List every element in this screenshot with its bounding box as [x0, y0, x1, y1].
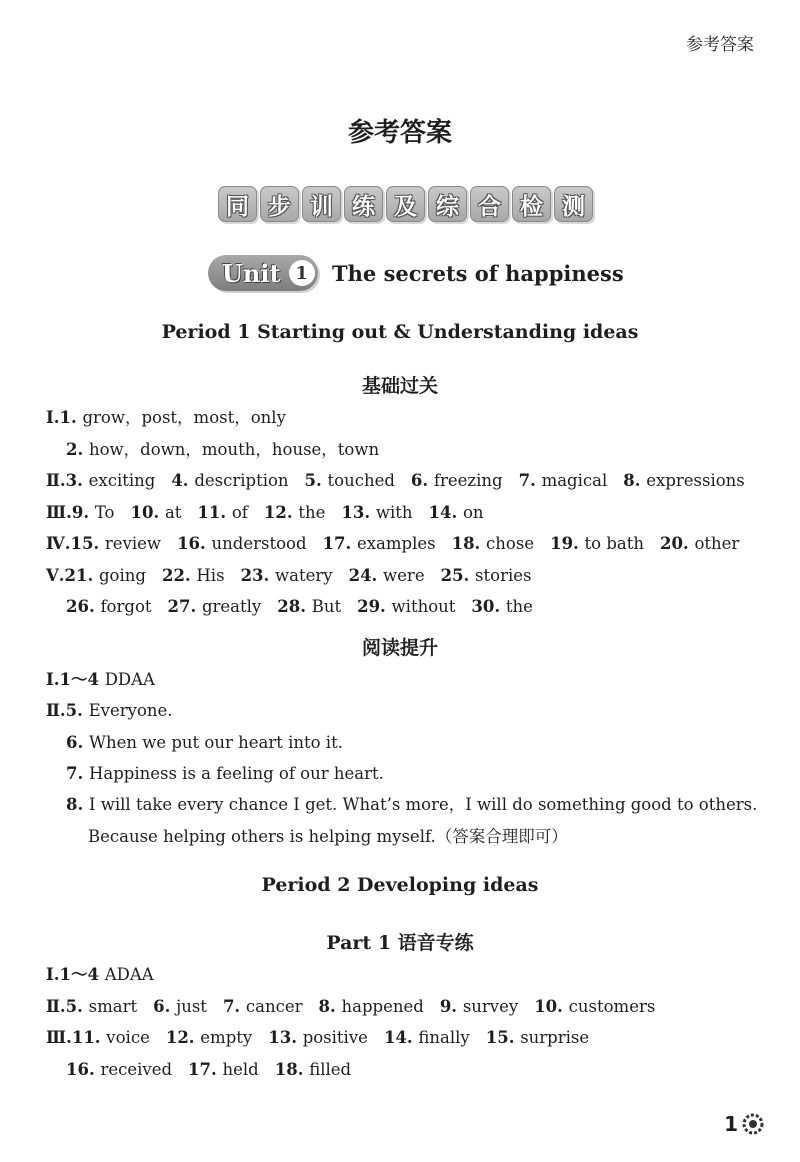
item-number: 13.: [341, 502, 376, 522]
item-number: 1～4: [59, 965, 105, 984]
item-number: 23.: [240, 565, 276, 585]
item-answer: To: [94, 502, 115, 522]
item-number: 12.: [263, 502, 299, 522]
item-number: 4.: [171, 471, 195, 490]
item-answer: filled: [309, 1059, 352, 1079]
answer-item: [65, 566, 146, 585]
answer-row: [88, 826, 584, 848]
item-answer: without: [391, 597, 456, 616]
item-number: 12.: [165, 1028, 201, 1047]
item-number: 5.: [65, 996, 89, 1016]
item-number: 6.: [410, 471, 434, 490]
answer-item: [166, 1028, 252, 1047]
item-answer: stories: [475, 565, 532, 585]
item-number: 10.: [534, 996, 569, 1016]
section-banner: [218, 186, 593, 222]
item-number: 9.: [439, 996, 463, 1016]
roman-numeral: Ⅰ.: [46, 670, 60, 689]
item-number: 1.: [59, 408, 83, 427]
answer-row: [46, 669, 171, 691]
item-answer: magical: [541, 471, 608, 490]
item-answer: empty: [200, 1028, 253, 1047]
item-answer: the: [298, 502, 326, 522]
answer-item: [168, 597, 262, 616]
page-title: 参考答案: [347, 118, 452, 148]
answer-item: [319, 997, 424, 1016]
item-answer: expressions: [646, 471, 745, 490]
answer-item: [349, 566, 425, 585]
banner-char: 测: [554, 186, 593, 222]
item-number: 8.: [318, 996, 342, 1016]
item-answer: happened: [341, 996, 424, 1016]
banner-char: 合: [470, 186, 509, 222]
answer-row: [46, 533, 755, 555]
item-number: 10.: [130, 502, 165, 522]
answer-item: [131, 503, 182, 522]
answer-row: [66, 1059, 367, 1081]
answer-row: [46, 470, 761, 492]
item-number: 13.: [268, 1028, 303, 1047]
banner-char: 练: [344, 186, 383, 222]
item-answer: surprise: [520, 1028, 590, 1047]
answer-item: [660, 534, 739, 553]
item-answer: review: [104, 534, 162, 553]
item-answer: how，down，mouth，house，town: [88, 439, 380, 459]
item-answer: chose: [486, 534, 535, 553]
answer-item: [188, 1060, 259, 1079]
item-number: 6.: [153, 996, 177, 1016]
item-number: 5.: [65, 701, 89, 721]
item-answer: touched: [327, 471, 395, 490]
roman-numeral: Ⅰ.: [46, 408, 60, 427]
item-answer: on: [462, 502, 484, 522]
item-answer: watery: [275, 565, 333, 585]
item-number: 19.: [550, 534, 585, 553]
item-number: 8.: [623, 471, 647, 490]
item-answer: smart: [88, 996, 138, 1016]
answer-row: [66, 596, 549, 618]
item-number: 24.: [348, 565, 384, 585]
item-answer: held: [222, 1059, 259, 1079]
roman-numeral: Ⅱ.: [46, 471, 66, 490]
section-reading-title: 阅读提升: [361, 637, 438, 659]
item-number: 20.: [660, 534, 695, 553]
item-answer: understood: [211, 534, 307, 553]
answer-item: [66, 701, 173, 720]
item-number: 11.: [197, 502, 232, 522]
answer-item: [66, 440, 379, 459]
item-number: 15.: [485, 1028, 521, 1047]
item-number: 14.: [428, 502, 463, 522]
answer-item: [471, 597, 532, 616]
answer-row: [66, 794, 773, 816]
gear-icon: [742, 1113, 764, 1135]
banner-char: 步: [260, 186, 299, 222]
item-answer: of: [231, 502, 248, 522]
item-number: 28.: [277, 597, 312, 616]
item-answer: positive: [302, 1028, 368, 1047]
answer-item: [223, 997, 303, 1016]
unit-badge: [208, 255, 318, 291]
item-answer: examples: [356, 534, 436, 553]
item-number: 9.: [71, 502, 95, 522]
answer-item: [534, 997, 655, 1016]
answer-item: [277, 597, 341, 616]
answer-row: [46, 996, 671, 1018]
banner-char: 及: [386, 186, 425, 222]
item-number: 18.: [451, 534, 487, 553]
answer-row: [46, 964, 170, 986]
answer-item: [171, 471, 288, 490]
answer-item: [59, 408, 285, 427]
item-number: 27.: [167, 597, 202, 616]
answer-item: [275, 1060, 351, 1079]
answer-row: [46, 565, 547, 587]
unit-number: 1: [289, 260, 315, 286]
banner-char: 训: [302, 186, 341, 222]
item-answer: When we put our heart into it.: [88, 732, 343, 752]
answer-item: [72, 1028, 150, 1047]
item-number: 16.: [177, 534, 212, 553]
answer-row: [66, 763, 400, 785]
answer-item: [197, 503, 248, 522]
item-answer: cancer: [245, 996, 303, 1016]
item-answer: with: [375, 502, 413, 522]
item-answer: DDAA: [104, 670, 155, 689]
answer-item: [519, 471, 608, 490]
answer-item: [70, 534, 161, 553]
item-number: 7.: [518, 471, 542, 490]
item-number: 26.: [66, 597, 101, 616]
answer-item: [264, 503, 325, 522]
answer-item: [323, 534, 436, 553]
item-answer: grow，post，most，only: [82, 408, 286, 427]
item-answer: the: [505, 597, 533, 616]
answer-item: [441, 566, 532, 585]
item-answer: Everyone.: [88, 701, 173, 721]
item-answer: description: [194, 471, 289, 490]
answer-item: [486, 1028, 589, 1047]
item-number: 7.: [222, 996, 246, 1016]
answer-item: [66, 764, 384, 783]
unit-badge-label: Unit: [222, 258, 281, 288]
answer-item: [268, 1028, 368, 1047]
item-number: 5.: [304, 471, 328, 490]
item-number: 22.: [161, 565, 197, 585]
answer-item: [66, 997, 137, 1016]
answer-item: [72, 503, 115, 522]
item-number: 14.: [383, 1028, 419, 1047]
answer-item: [59, 670, 155, 689]
roman-numeral: Ⅳ.: [46, 534, 71, 553]
item-number: 11.: [71, 1028, 107, 1047]
answer-item: [66, 471, 156, 490]
roman-numeral: Ⅲ.: [46, 502, 72, 522]
answer-item: [66, 795, 757, 814]
item-number: 15.: [70, 534, 105, 553]
item-number: 3.: [65, 471, 89, 490]
answer-item: [305, 471, 395, 490]
answer-item: [440, 997, 518, 1016]
answer-item: [88, 827, 568, 846]
banner-char: 综: [428, 186, 467, 222]
page-number: [724, 1112, 764, 1136]
item-number: 18.: [274, 1059, 310, 1079]
period2-title: Period 2 Developing ideas: [261, 874, 539, 896]
item-answer: other: [694, 534, 740, 553]
unit-title: The secrets of happiness: [332, 260, 624, 286]
item-answer: I will take every chance I get. What’s more，I will do something good to others.: [88, 795, 758, 815]
roman-numeral: Ⅲ.: [46, 1028, 72, 1047]
answer-row: [46, 700, 189, 722]
item-answer: His: [196, 565, 225, 585]
answer-item: [357, 597, 455, 616]
item-number: 8.: [66, 795, 89, 815]
answer-row: [46, 502, 500, 524]
item-answer: finally: [418, 1028, 470, 1047]
item-answer: greatly: [201, 597, 262, 616]
answer-item: [66, 733, 343, 752]
answer-item: [341, 503, 412, 522]
answer-item: [177, 534, 306, 553]
answer-row: [46, 407, 302, 429]
section-basic-title: 基础过关: [361, 375, 438, 397]
item-number: 25.: [440, 565, 476, 585]
item-number: 17.: [322, 534, 357, 553]
item-number: 6.: [66, 732, 89, 752]
roman-numeral: Ⅴ.: [46, 565, 65, 585]
banner-char: 检: [512, 186, 551, 222]
answer-item: [384, 1028, 470, 1047]
item-answer: freezing: [433, 471, 503, 490]
item-number: 17.: [188, 1059, 223, 1079]
item-answer: customers: [568, 996, 656, 1016]
answer-item: [241, 566, 333, 585]
banner-char: 同: [218, 186, 257, 222]
item-number: 2.: [66, 439, 89, 459]
item-number: 30.: [471, 597, 506, 616]
roman-numeral: Ⅱ.: [46, 701, 66, 721]
period1-title: Period 1 Starting out & Understanding ideas: [161, 321, 639, 343]
item-answer: survey: [462, 996, 519, 1016]
running-header: 参考答案: [686, 35, 754, 55]
answer-item: [411, 471, 503, 490]
item-answer: going: [99, 565, 146, 585]
item-answer: Happiness is a feeling of our heart.: [88, 763, 384, 783]
part1-title: Part 1 语音专练: [326, 932, 474, 954]
answer-item: [550, 534, 644, 553]
answer-item: [429, 503, 484, 522]
item-answer: But: [311, 597, 342, 616]
item-answer: ADAA: [104, 965, 154, 984]
item-answer: were: [383, 565, 425, 585]
answer-item: [153, 997, 207, 1016]
item-answer: at: [164, 502, 182, 522]
answer-item: [452, 534, 535, 553]
item-number: 1～4: [59, 670, 105, 689]
answer-row: [66, 732, 359, 754]
answer-item: [66, 1060, 172, 1079]
answer-row: [46, 1027, 605, 1049]
answer-row: [66, 439, 395, 461]
unit-heading: [208, 255, 624, 291]
item-number: 7.: [66, 763, 89, 783]
page-number-text: 1: [724, 1112, 738, 1136]
item-number: 29.: [357, 597, 392, 616]
answer-item: [59, 965, 153, 984]
answer-item: [162, 566, 225, 585]
answer-item: [623, 471, 745, 490]
roman-numeral: Ⅱ.: [46, 996, 66, 1016]
item-answer: exciting: [88, 471, 156, 490]
item-number: 16.: [66, 1059, 101, 1079]
roman-numeral: Ⅰ.: [46, 965, 60, 984]
item-answer: just: [176, 996, 207, 1016]
item-answer: to bath: [584, 534, 645, 553]
item-answer: forgot: [100, 597, 152, 616]
item-answer: Because helping others is helping myself.（答案合理即可）: [88, 826, 568, 846]
item-number: 21.: [64, 565, 99, 585]
item-answer: received: [100, 1059, 173, 1079]
item-answer: voice: [106, 1028, 150, 1047]
answer-item: [66, 597, 152, 616]
